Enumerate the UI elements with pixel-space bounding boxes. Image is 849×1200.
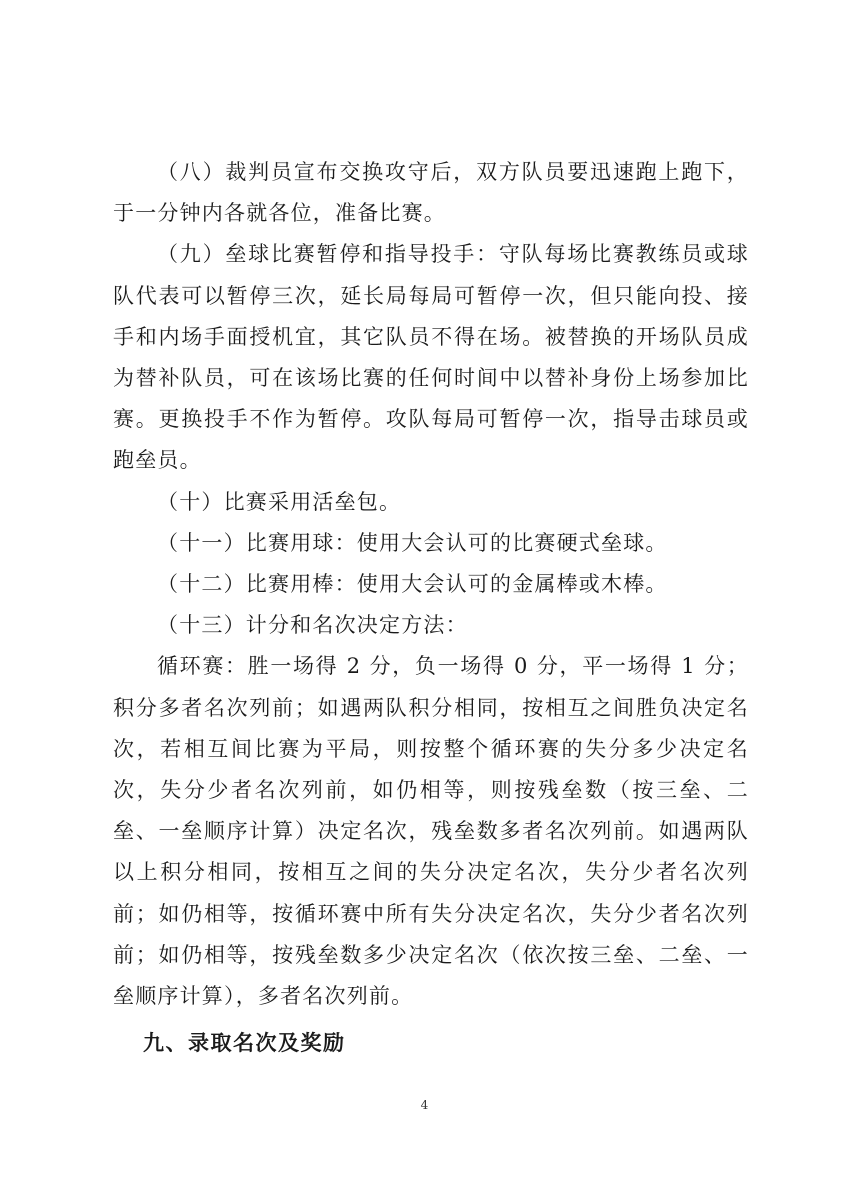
paragraph-11: （十一）比赛用球：使用大会认可的比赛硬式垒球。	[157, 530, 668, 555]
paragraph-round-robin: 循环赛：胜一场得 2 分，负一场得 0 分，平一场得 1 分；积分多者名次列前；如遇两队积分相同，按相互之间胜负决定名次，若相互间比赛为平局，则按整个循环赛的失分多少决定名次，失分少者名次列前，如仍相等，则按残垒数（按三垒、二垒、一垒顺序计算）决定名次，残垒数多者名次列前。如遇两队以上积分相同，按相互之间的失分决定名次，失分少者名次列前；如仍相等，按循环赛中所有失分决定名次，失分少者名次列前；如仍相等，按残垒数多少决定名次（依次按三垒、二垒、一垒顺序计算），多者名次列前。	[113, 654, 749, 1009]
paragraph-10: （十）比赛采用活垒包。	[157, 489, 402, 514]
section-heading: 九、录取名次及奖励	[143, 1031, 346, 1056]
paragraph-12: （十二）比赛用棒：使用大会认可的金属棒或木棒。	[157, 572, 668, 597]
paragraph-8: （八）裁判员宣布交换攻守后，双方队员要迅速跑上跑下，于一分钟内各就各位，准备比赛。	[113, 160, 749, 226]
document-body	[113, 152, 749, 1063]
paragraph-13: （十三）计分和名次决定方法：	[157, 613, 468, 638]
page-number: 4	[420, 1098, 429, 1112]
paragraph-9: （九）垒球比赛暂停和指导投手：守队每场比赛教练员或球队代表可以暂停三次，延长局每局可暂停一次，但只能向投、接手和内场手面授机宜，其它队员不得在场。被替换的开场队员成为替补队员，可在该场比赛的任何时间中以替补身份上场参加比赛。更换投手不作为暂停。攻队每局可暂停一次，指导击球员或跑垒员。	[113, 242, 749, 473]
